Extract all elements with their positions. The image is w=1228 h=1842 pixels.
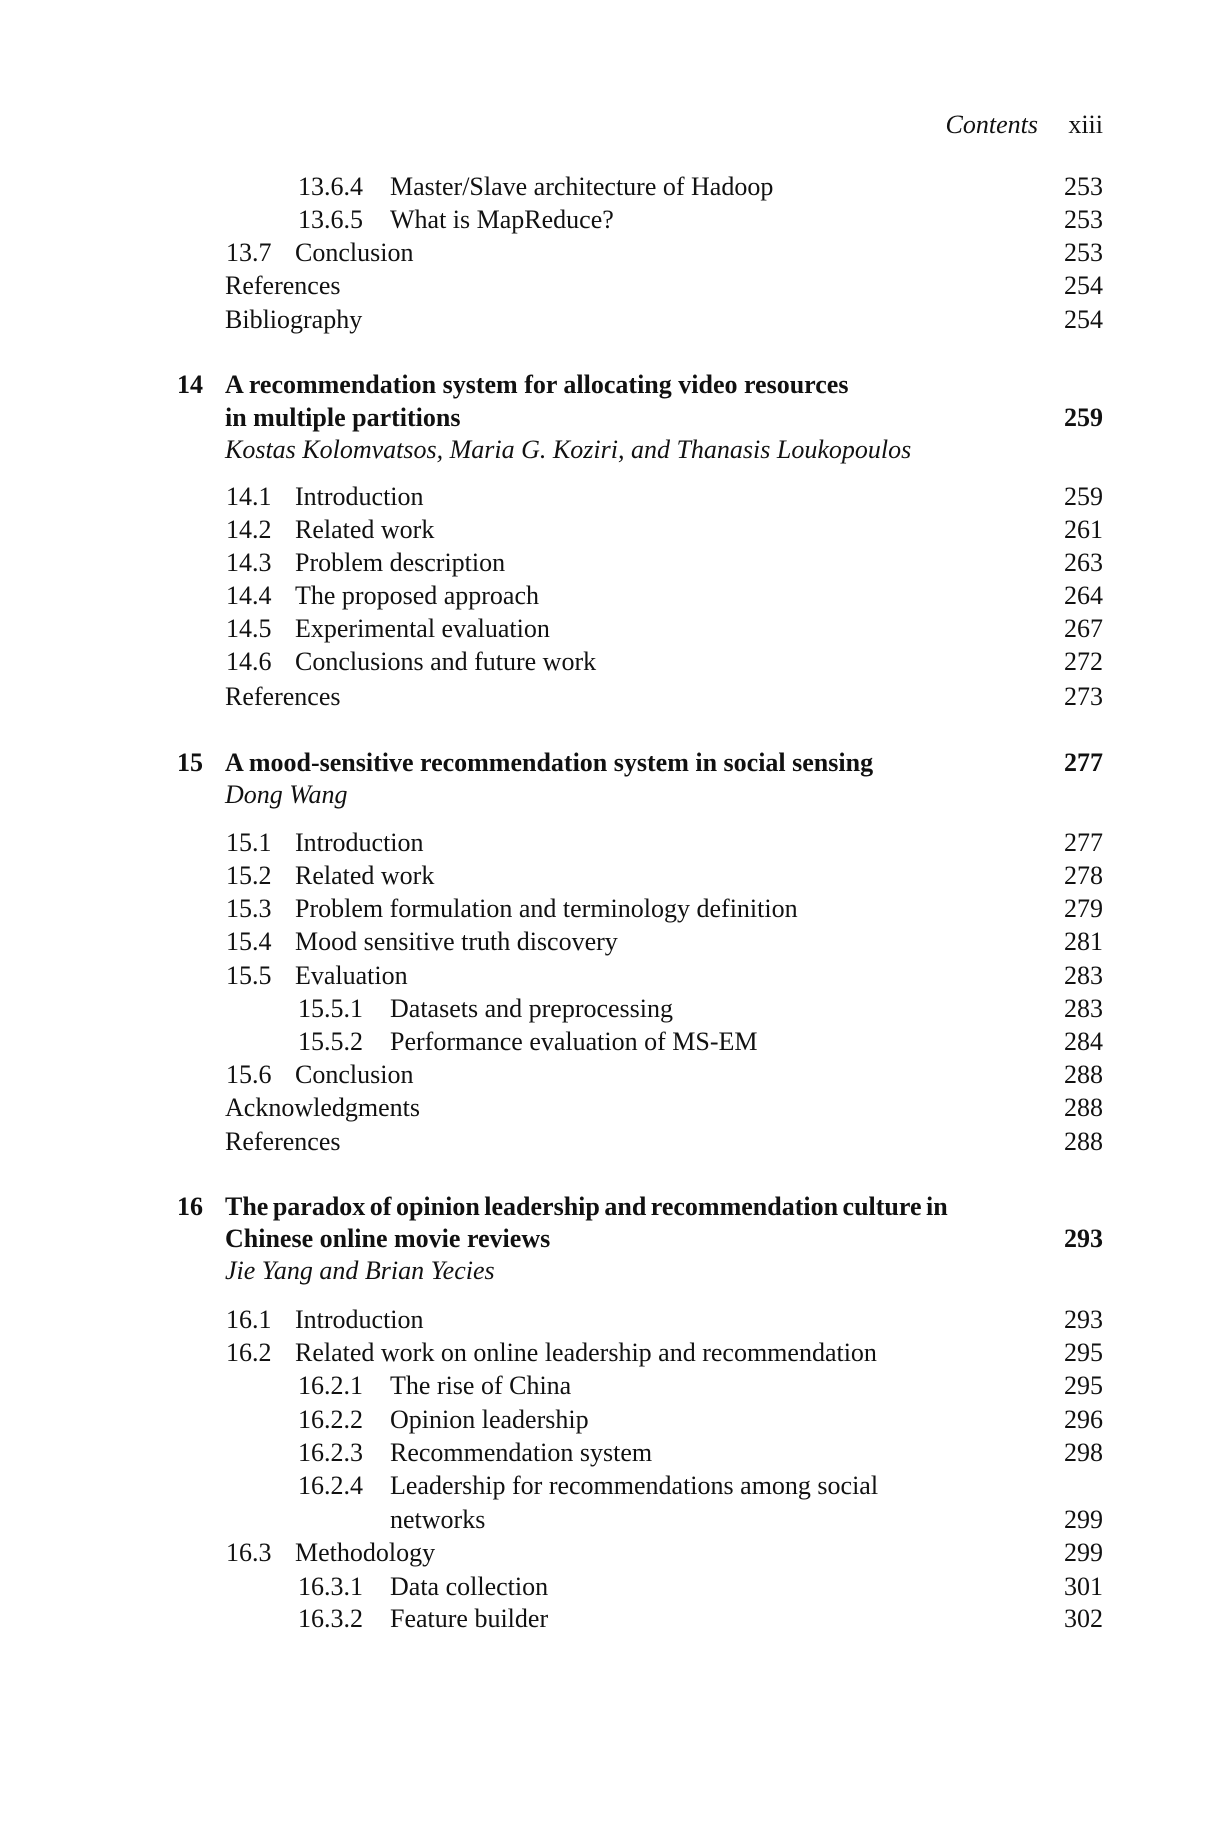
chapter-14-heading-cont[interactable]	[0, 404, 1228, 432]
toc-entry-15-1[interactable]	[0, 829, 1228, 857]
chapter-14-heading[interactable]	[0, 371, 1228, 399]
entry-number: 15.1	[226, 828, 272, 857]
entry-page: 301	[1064, 1572, 1103, 1601]
entry-title-continuation: networks	[390, 1505, 486, 1534]
entry-title: Master/Slave architecture of Hadoop	[390, 172, 774, 201]
entry-title: Conclusion	[295, 238, 414, 267]
entry-page: 288	[1064, 1060, 1103, 1089]
entry-title: Evaluation	[295, 961, 408, 990]
entry-number: 15.2	[226, 861, 272, 890]
toc-entry-14-2[interactable]	[0, 516, 1228, 544]
entry-page: 302	[1064, 1604, 1103, 1633]
entry-title: Problem description	[295, 548, 506, 577]
entry-title: The proposed approach	[295, 581, 540, 610]
entry-title: Leadership for recommendations among social	[390, 1471, 879, 1500]
entry-title: Feature builder	[390, 1604, 549, 1633]
entry-page: 263	[1064, 548, 1103, 577]
entry-number: 15.6	[226, 1060, 272, 1089]
entry-page: 264	[1064, 581, 1103, 610]
entry-title: Opinion leadership	[390, 1405, 589, 1434]
toc-entry-15-5[interactable]	[0, 962, 1228, 990]
chapter-16-authors	[0, 1257, 1228, 1285]
toc-entry-16-3-1[interactable]	[0, 1573, 1228, 1601]
entry-title: References	[225, 271, 341, 300]
entry-page: 295	[1064, 1371, 1103, 1400]
chapter-16-heading[interactable]	[0, 1193, 1228, 1221]
chapter-number: 14	[177, 370, 203, 399]
entry-title: Related work	[295, 861, 435, 890]
chapter-title-line-1: The paradox of opinion leadership and recommendation culture in	[225, 1192, 948, 1221]
entry-title: Mood sensitive truth discovery	[295, 927, 618, 956]
entry-title: Methodology	[295, 1538, 436, 1567]
toc-entry-15-5-2[interactable]	[0, 1028, 1228, 1056]
running-header	[0, 111, 1228, 139]
entry-title: Conclusions and future work	[295, 647, 597, 676]
toc-entry-16-2[interactable]	[0, 1339, 1228, 1367]
chapter-15-authors	[0, 781, 1228, 809]
entry-number: 16.3.1	[298, 1572, 363, 1601]
entry-number: 14.6	[226, 647, 272, 676]
entry-title: Recommendation system	[390, 1438, 653, 1467]
entry-number: 14.2	[226, 515, 272, 544]
chapter-page: 277	[1064, 748, 1103, 777]
entry-page: 279	[1064, 894, 1103, 923]
toc-entry-16-2-1[interactable]	[0, 1372, 1228, 1400]
entry-title: The rise of China	[390, 1371, 572, 1400]
toc-entry-16-3[interactable]	[0, 1539, 1228, 1567]
entry-page: 267	[1064, 614, 1103, 643]
entry-title: References	[225, 1127, 341, 1156]
entry-number: 13.6.4	[298, 172, 363, 201]
entry-title: Conclusion	[295, 1060, 414, 1089]
toc-entry-16-3-2[interactable]	[0, 1605, 1228, 1633]
entry-number: 15.3	[226, 894, 272, 923]
toc-entry-15-6[interactable]	[0, 1061, 1228, 1089]
entry-title: Related work on online leadership and recommendation	[295, 1338, 877, 1367]
entry-page: 283	[1064, 961, 1103, 990]
entry-title: Experimental evaluation	[295, 614, 550, 643]
toc-entry-14-6[interactable]	[0, 648, 1228, 676]
toc-entry-13-7[interactable]	[0, 239, 1228, 267]
entry-page: 253	[1064, 238, 1103, 267]
entry-page: 254	[1064, 271, 1103, 300]
entry-title: Performance evaluation of MS-EM	[390, 1027, 758, 1056]
entry-title: Bibliography	[225, 305, 363, 334]
toc-entry-bibliography[interactable]	[0, 306, 1228, 334]
toc-entry-14-1[interactable]	[0, 483, 1228, 511]
entry-page: 261	[1064, 515, 1103, 544]
toc-entry-15-acknowledgments[interactable]	[0, 1094, 1228, 1122]
chapter-title-line-2: Chinese online movie reviews	[225, 1224, 551, 1253]
entry-page: 253	[1064, 205, 1103, 234]
toc-entry-15-3[interactable]	[0, 895, 1228, 923]
entry-title: Introduction	[295, 1305, 424, 1334]
entry-number: 13.7	[226, 238, 272, 267]
entry-page: 288	[1064, 1127, 1103, 1156]
entry-number: 14.3	[226, 548, 272, 577]
entry-number: 16.2.1	[298, 1371, 363, 1400]
entry-page: 259	[1064, 482, 1103, 511]
entry-number: 14.1	[226, 482, 272, 511]
entry-page: 272	[1064, 647, 1103, 676]
entry-title: Data collection	[390, 1572, 549, 1601]
entry-number: 16.2.2	[298, 1405, 363, 1434]
entry-title: References	[225, 682, 341, 711]
entry-number: 16.3	[226, 1538, 272, 1567]
chapter-authors: Kostas Kolomvatsos, Maria G. Koziri, and Thanasis Loukopoulos	[225, 435, 912, 464]
entry-number: 15.5.1	[298, 994, 363, 1023]
entry-number: 14.4	[226, 581, 272, 610]
chapter-number: 15	[177, 748, 203, 777]
entry-title: Problem formulation and terminology definition	[295, 894, 798, 923]
toc-entry-references[interactable]	[0, 272, 1228, 300]
toc-entry-16-1[interactable]	[0, 1306, 1228, 1334]
toc-entry-16-2-2[interactable]	[0, 1406, 1228, 1434]
entry-page: 298	[1064, 1438, 1103, 1467]
entry-page: 277	[1064, 828, 1103, 857]
chapter-title-line-2: in multiple partitions	[225, 403, 461, 432]
chapter-page: 259	[1064, 403, 1103, 432]
entry-title: Related work	[295, 515, 435, 544]
chapter-14-authors	[0, 436, 1228, 464]
entry-page: 284	[1064, 1027, 1103, 1056]
toc-entry-14-3[interactable]	[0, 549, 1228, 577]
chapter-16-heading-cont[interactable]	[0, 1225, 1228, 1253]
toc-entry-14-4[interactable]	[0, 582, 1228, 610]
entry-page: 299	[1064, 1538, 1103, 1567]
entry-page: 253	[1064, 172, 1103, 201]
entry-number: 15.5.2	[298, 1027, 363, 1056]
entry-number: 15.4	[226, 927, 272, 956]
chapter-page: 293	[1064, 1224, 1103, 1253]
toc-entry-15-5-1[interactable]	[0, 995, 1228, 1023]
entry-title: Introduction	[295, 482, 424, 511]
entry-number: 16.2	[226, 1338, 272, 1367]
entry-page: 278	[1064, 861, 1103, 890]
chapter-title-line-1: A mood-sensitive recommendation system in social sensing	[225, 748, 874, 777]
entry-number: 15.5	[226, 961, 272, 990]
entry-page: 273	[1064, 682, 1103, 711]
toc-entry-14-references[interactable]	[0, 683, 1228, 711]
toc-entry-14-5[interactable]	[0, 615, 1228, 643]
entry-page: 296	[1064, 1405, 1103, 1434]
entry-page: 295	[1064, 1338, 1103, 1367]
running-title: Contents	[945, 110, 1038, 139]
toc-entry-15-4[interactable]	[0, 928, 1228, 956]
toc-entry-16-2-4-cont[interactable]	[0, 1506, 1228, 1534]
chapter-number: 16	[177, 1192, 203, 1221]
toc-entry-13-6-5[interactable]	[0, 206, 1228, 234]
entry-number: 16.1	[226, 1305, 272, 1334]
page-number: xiii	[1068, 110, 1103, 139]
entry-number: 16.2.3	[298, 1438, 363, 1467]
entry-title: Introduction	[295, 828, 424, 857]
entry-number: 16.2.4	[298, 1471, 363, 1500]
entry-page: 293	[1064, 1305, 1103, 1334]
toc-entry-16-2-4[interactable]	[0, 1472, 1228, 1500]
chapter-authors: Dong Wang	[225, 780, 348, 809]
toc-entry-13-6-4[interactable]	[0, 173, 1228, 201]
entry-title: Datasets and preprocessing	[390, 994, 674, 1023]
toc-entry-15-references[interactable]	[0, 1128, 1228, 1156]
entry-title: Acknowledgments	[225, 1093, 420, 1122]
entry-page: 281	[1064, 927, 1103, 956]
chapter-authors: Jie Yang and Brian Yecies	[225, 1256, 495, 1285]
entry-page: 299	[1064, 1505, 1103, 1534]
entry-page: 254	[1064, 305, 1103, 334]
entry-page: 283	[1064, 994, 1103, 1023]
entry-title: What is MapReduce?	[390, 205, 614, 234]
toc-entry-16-2-3[interactable]	[0, 1439, 1228, 1467]
chapter-15-heading[interactable]	[0, 749, 1228, 777]
entry-number: 16.3.2	[298, 1604, 363, 1633]
chapter-title-line-1: A recommendation system for allocating video resources	[225, 370, 849, 399]
toc-entry-15-2[interactable]	[0, 862, 1228, 890]
entry-page: 288	[1064, 1093, 1103, 1122]
entry-number: 13.6.5	[298, 205, 363, 234]
entry-number: 14.5	[226, 614, 272, 643]
